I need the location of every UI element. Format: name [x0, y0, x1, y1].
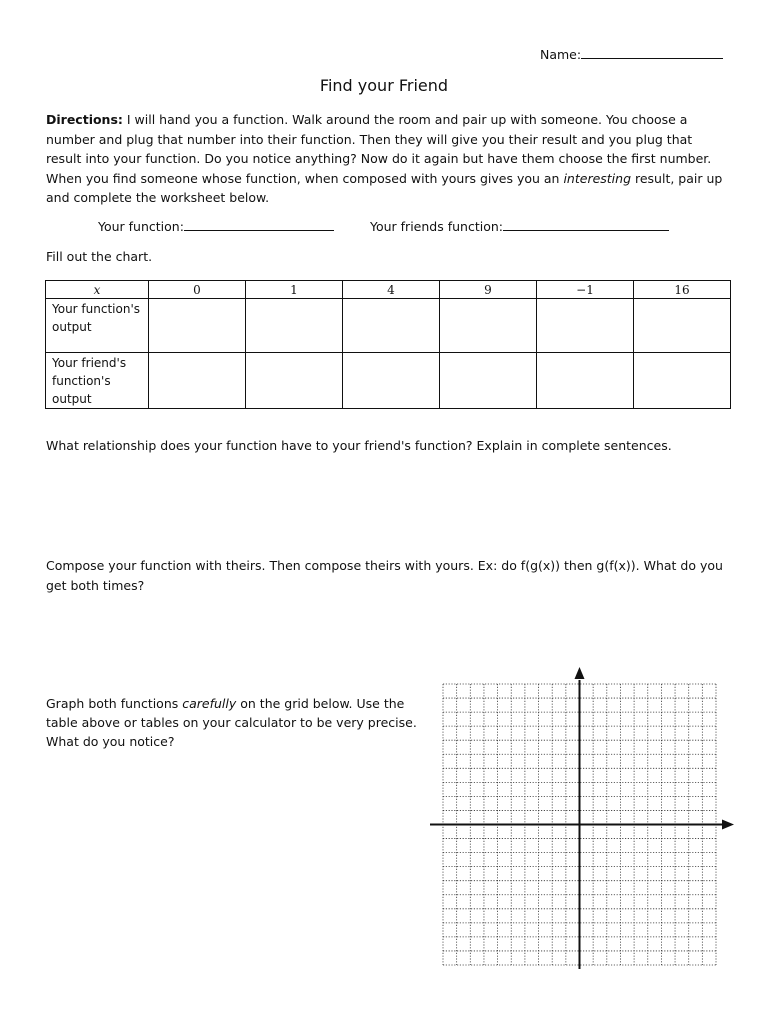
table-header-cell: 9 — [440, 281, 537, 299]
table-header-cell: 0 — [149, 281, 246, 299]
x-axis-arrow-icon — [722, 820, 734, 830]
table-header-cell: 16 — [634, 281, 731, 299]
table-row-label: Your friend's function's output — [46, 353, 149, 409]
y-axis-arrow-icon — [575, 667, 585, 679]
question-graph-text-2: on the grid below. Use the table above or tables on your calculator to be very precise. What do you notice? — [46, 696, 417, 749]
table-header-x: x — [46, 281, 149, 299]
table-header-cell: −1 — [537, 281, 634, 299]
table-header-cell: 1 — [246, 281, 343, 299]
question-relationship: What relationship does your function have to your friend's function? Explain in complete sentences. — [46, 438, 672, 453]
question-graph-text-1: Graph both functions — [46, 696, 183, 711]
directions-text-1: I will hand you a function. Walk around the room and pair up with someone. You choose a number and plug that number into their function. Then they will give you their result and you plug that result into your function. Do you notice anything? Now do it again but have them choose the first number. When you find someone whose function, when composed with yours gives you an — [46, 112, 712, 186]
table-row-label: Your function's output — [46, 299, 149, 353]
your-function-label: Your function: — [98, 219, 184, 234]
directions-label: Directions: — [46, 112, 123, 127]
name-label: Name: — [540, 47, 582, 62]
directions-text-2: result, pair up and complete the worksheet below. — [46, 170, 723, 205]
directions-emphasis: interesting — [563, 170, 632, 186]
question-graph-emphasis: carefully — [182, 696, 237, 711]
question-compose: Compose your function with theirs. Then compose theirs with yours. Ex: do f(g(x)) then g(f(x)). What do you get both times? — [46, 558, 723, 593]
friends-function-label: Your friends function: — [370, 219, 503, 234]
page-title: Find your Friend — [319, 76, 449, 95]
fill-chart-instruction: Fill out the chart. — [46, 249, 153, 264]
table-header-cell: 4 — [343, 281, 440, 299]
